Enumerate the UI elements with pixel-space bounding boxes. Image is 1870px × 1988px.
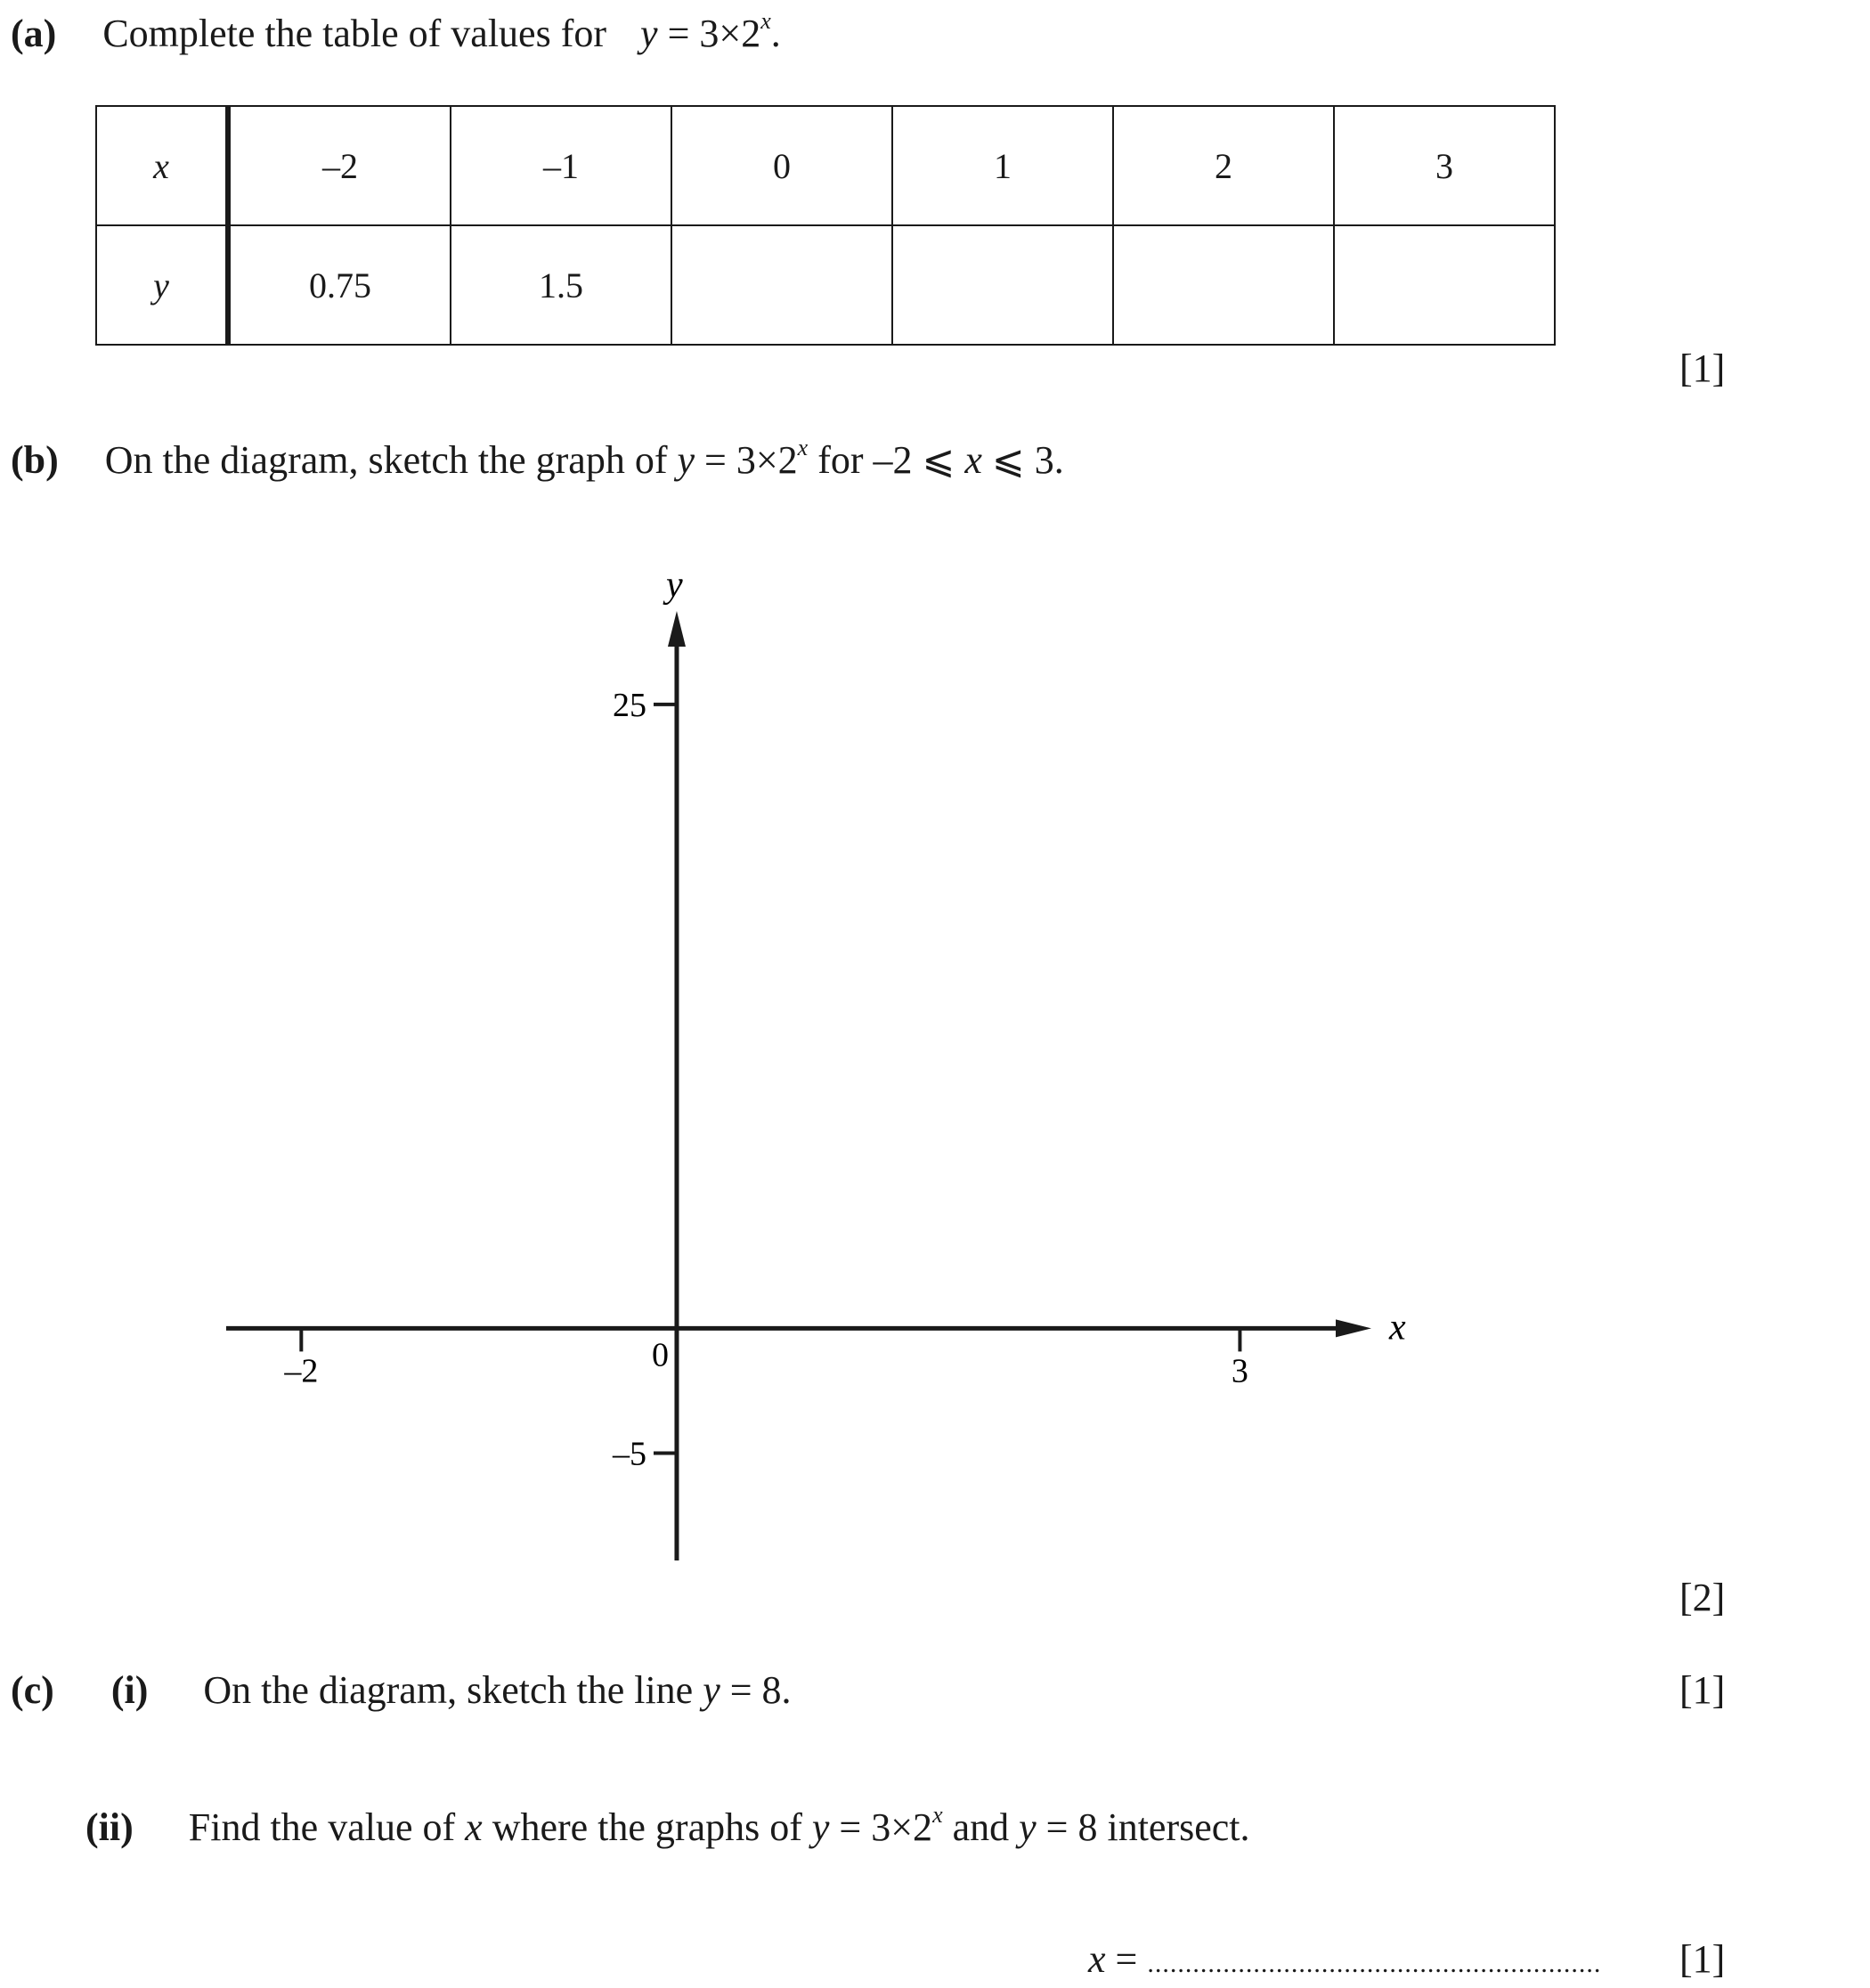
part-a-eq-tail: . [770, 12, 781, 55]
part-c-ii-mark: [1] [1679, 1937, 1726, 1981]
part-b-range-var: x [964, 438, 982, 482]
table-x-cell: 3 [1334, 106, 1555, 225]
part-c-ii-and: and [942, 1805, 1020, 1849]
part-a-mark: [1] [1679, 346, 1726, 390]
part-b-text: On the diagram, sketch the graph of [104, 438, 668, 482]
x-tick-label: –2 [284, 1352, 319, 1390]
part-a-eq-mid: = 3×2 [657, 12, 761, 55]
x-axis-arrowhead [1336, 1319, 1371, 1337]
table-y-header: y [96, 225, 228, 345]
table-y-cell: 0.75 [228, 225, 451, 345]
part-c-ii-eq-lhs: y [811, 1805, 830, 1849]
part-c-i-mark: [1] [1679, 1668, 1726, 1712]
part-b-mark: [2] [1679, 1576, 1726, 1619]
part-c-label: (c) [11, 1668, 54, 1712]
table-x-cell: –2 [228, 106, 451, 225]
table-x-cell: 1 [892, 106, 1113, 225]
part-a-text: Complete the table of values for [102, 12, 607, 55]
part-c-i-text: On the diagram, sketch the line [203, 1668, 694, 1712]
y-tick-label: 25 [612, 686, 646, 724]
part-b-range-b: ⩽ 3. [981, 438, 1064, 482]
part-a-eq-exp: x [760, 8, 771, 34]
y-tick-label: –5 [612, 1435, 646, 1473]
table-x-cell: –1 [451, 106, 671, 225]
part-c-i-question [11, 1668, 792, 1712]
x-axis-label: x [1389, 1307, 1406, 1348]
answer-var: x [1088, 1937, 1106, 1981]
part-c-i-var: y [703, 1668, 720, 1712]
part-c-ii-var: x [465, 1805, 483, 1849]
table-x-header: x [96, 106, 228, 225]
part-a-label: (a) [11, 12, 57, 55]
part-b-eq-mid: = 3×2 [695, 438, 798, 482]
answer-dots[interactable]: ............................................................ [1147, 1949, 1602, 1978]
part-a-eq-lhs: y [640, 12, 658, 55]
part-b-for: for [808, 438, 874, 482]
answer-equals: = [1105, 1937, 1148, 1981]
part-c-ii-eq-exp: x [932, 1802, 943, 1828]
part-c-ii-text-b: where the graphs of [492, 1805, 802, 1849]
part-c-ii-question [85, 1802, 1250, 1849]
part-c-i-tail: = 8. [720, 1668, 792, 1712]
x-tick-label: 3 [1231, 1352, 1248, 1390]
part-c-i-label: (i) [110, 1668, 149, 1712]
part-b-eq-exp: x [797, 435, 809, 460]
origin-label: 0 [651, 1336, 669, 1374]
y-axis-label: y [665, 565, 683, 606]
part-b-range-a: –2 ⩽ [873, 438, 965, 482]
part-c-ii-eq2-tail: = 8 intersect. [1036, 1805, 1250, 1849]
part-c-ii-text-a: Find the value of [188, 1805, 456, 1849]
answer-line[interactable] [1088, 1937, 1602, 1981]
table-x-cell: 2 [1113, 106, 1334, 225]
part-c-ii-eq2-lhs: y [1019, 1805, 1037, 1849]
part-c-ii-eq-mid: = 3×2 [829, 1805, 933, 1849]
table-y-cell: 1.5 [451, 225, 671, 345]
table-x-cell: 0 [671, 106, 892, 225]
part-c-ii-label: (ii) [85, 1805, 134, 1849]
part-b-eq-lhs: y [677, 438, 695, 482]
part-b-label: (b) [11, 438, 59, 482]
y-axis-arrowhead [668, 611, 686, 647]
